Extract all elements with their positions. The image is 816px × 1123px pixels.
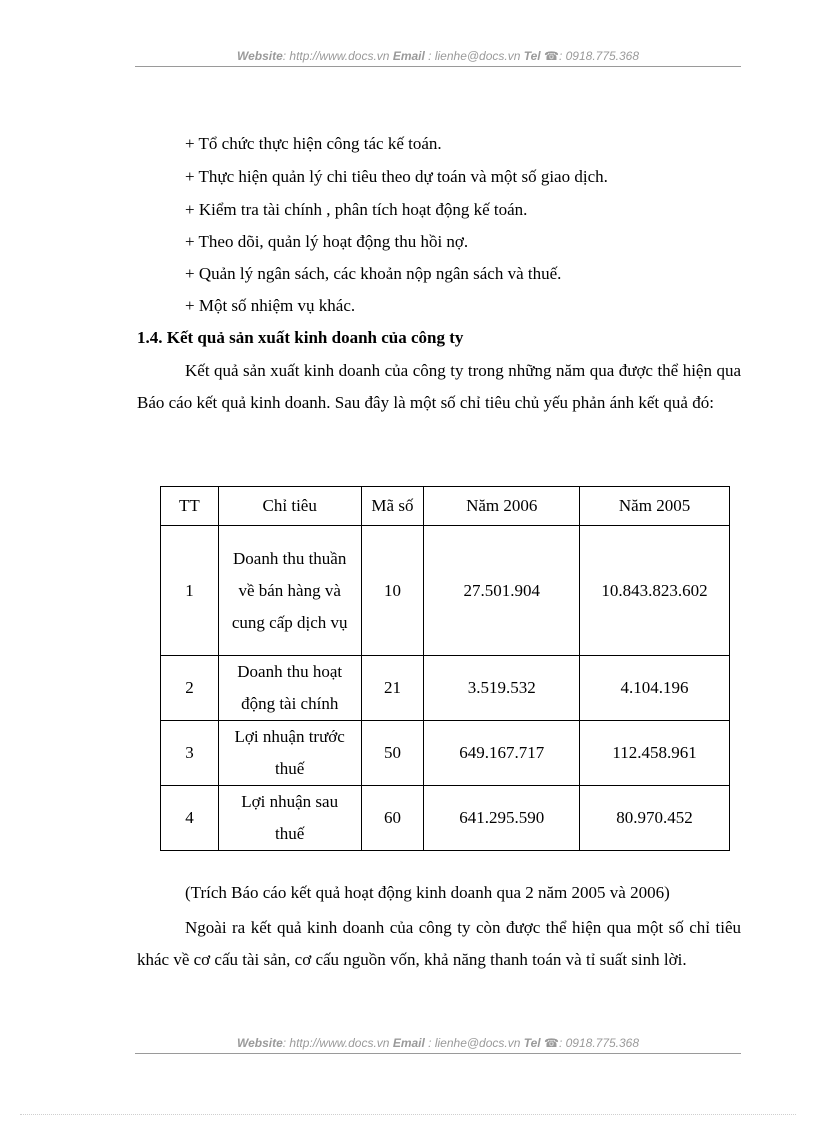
header-tel: : 0918.775.368 <box>558 49 640 63</box>
table-cell-2006: 3.519.532 <box>424 656 580 721</box>
table-header-cell: TT <box>161 487 219 526</box>
page-edge-divider <box>20 1114 796 1115</box>
bullet-item: + Một số nhiệm vụ khác. <box>185 296 356 315</box>
phone-icon: ☎ <box>544 1036 559 1050</box>
intro-paragraph: Kết quả sản xuất kinh doanh của công ty trong những năm qua được thể hiện qua Báo cáo kết quả kinh doanh. Sau đây là một số chỉ tiêu chủ yếu phản ánh kết quả đó: <box>137 361 741 412</box>
bullet-item: + Quản lý ngân sách, các khoản nộp ngân sách và thuế. <box>185 264 562 283</box>
table-cell-2006: 27.501.904 <box>424 526 580 656</box>
table-header-cell: Năm 2005 <box>580 487 730 526</box>
header-website[interactable]: : http://www.docs.vn <box>282 49 390 63</box>
footer-website-label: Website <box>236 1036 283 1050</box>
table-cell-tt: 4 <box>161 786 219 851</box>
source-note: (Trích Báo cáo kết quả hoạt động kinh doanh qua 2 năm 2005 và 2006) <box>185 883 670 902</box>
table-header-row <box>161 487 730 526</box>
phone-icon: ☎ <box>544 49 559 63</box>
footer-tel: : 0918.775.368 <box>558 1036 640 1050</box>
bullet-item: + Theo dõi, quản lý hoạt động thu hồi nợ. <box>185 232 469 251</box>
table-cell-2006: 641.295.590 <box>424 786 580 851</box>
table-cell-code: 10 <box>361 526 424 656</box>
header-email[interactable]: : lienhe@docs.vn <box>428 49 521 63</box>
bullet-item: + Kiểm tra tài chính , phân tích hoạt động kế toán. <box>185 200 528 219</box>
table-cell-tt: 1 <box>161 526 219 656</box>
table-cell-indicator: Doanh thu thuần về bán hàng và cung cấp dịch vụ <box>218 526 361 656</box>
header-email-label: Email <box>392 49 425 63</box>
table-row <box>161 721 730 786</box>
table-row <box>161 656 730 721</box>
results-table <box>160 486 730 851</box>
footer-tel-label: Tel <box>523 1036 541 1050</box>
footer-website[interactable]: : http://www.docs.vn <box>282 1036 390 1050</box>
closing-paragraph: Ngoài ra kết quả kinh doanh của công ty còn được thể hiện qua một số chỉ tiêu khác về cơ cấu tài sản, cơ cấu nguồn vốn, khả năng thanh toán và tỉ suất sinh lời. <box>137 918 741 969</box>
bullet-item: + Tổ chức thực hiện công tác kế toán. <box>185 134 442 153</box>
table-cell-indicator: Doanh thu hoạt động tài chính <box>218 656 361 721</box>
table-cell-2005: 112.458.961 <box>580 721 730 786</box>
table-cell-tt: 3 <box>161 721 219 786</box>
header-website-label: Website <box>236 49 283 63</box>
footer-email[interactable]: : lienhe@docs.vn <box>428 1036 521 1050</box>
table-cell-2005: 10.843.823.602 <box>580 526 730 656</box>
table-cell-tt: 2 <box>161 656 219 721</box>
table-row <box>161 786 730 851</box>
table-cell-2005: 4.104.196 <box>580 656 730 721</box>
table-cell-indicator: Lợi nhuận trước thuế <box>218 721 361 786</box>
bullet-item: + Thực hiện quản lý chi tiêu theo dự toán và một số giao dịch. <box>185 167 608 186</box>
table-cell-code: 60 <box>361 786 424 851</box>
section-heading: 1.4. Kết quả sản xuất kinh doanh của công ty <box>137 328 464 347</box>
table-cell-code: 21 <box>361 656 424 721</box>
table-cell-2006: 649.167.717 <box>424 721 580 786</box>
footer-email-label: Email <box>392 1036 425 1050</box>
table-row <box>161 526 730 656</box>
page-footer <box>135 1035 741 1054</box>
table-cell-code: 50 <box>361 721 424 786</box>
table-header-cell: Mã số <box>361 487 424 526</box>
table-header-cell: Năm 2006 <box>424 487 580 526</box>
table-cell-indicator: Lợi nhuận sau thuế <box>218 786 361 851</box>
table-cell-2005: 80.970.452 <box>580 786 730 851</box>
table-header-cell: Chỉ tiêu <box>218 487 361 526</box>
header-tel-label: Tel <box>523 49 541 63</box>
page-header <box>135 48 741 67</box>
